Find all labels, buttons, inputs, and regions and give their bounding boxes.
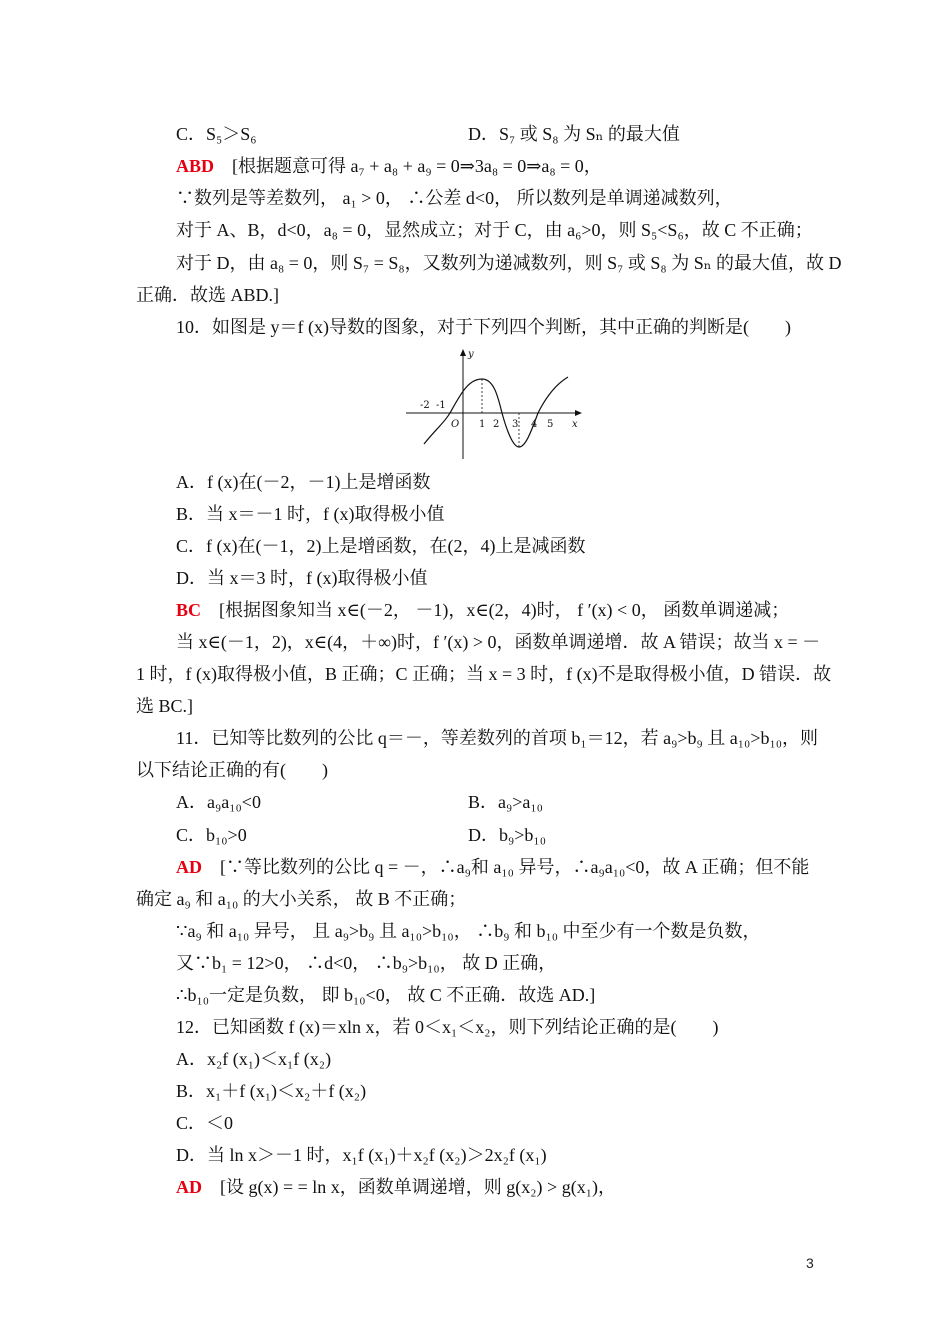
- text-line: [176, 918, 761, 944]
- line-text: C．S₅＞S₆: [176, 124, 257, 144]
- x-tick-label: 4: [531, 419, 538, 430]
- line-text: 12．已知函数 f (x)＝xln x，若 0＜x₁＜x₂，则下列结论正确的是( ): [176, 1017, 719, 1037]
- line-text: 当 x∈(－1，2)，x∈(4，＋∞)时，f ′(x) > 0，函数单调递增．故 A 错误；故当 x = －: [176, 632, 821, 652]
- answer-key: AD: [176, 857, 202, 877]
- text-line: [136, 693, 193, 719]
- line-text: D．当 x＝3 时，f (x)取得极小值: [176, 568, 428, 588]
- line-text: C．b₁₀>0: [176, 825, 247, 845]
- line-text: [根据题意可得 a₇ + a₈ + a₉ = 0⇒3a₈ = 0⇒a₈ = 0，: [214, 156, 602, 176]
- line-text: 选 BC.]: [136, 696, 194, 716]
- line-text: 1 时，f (x)取得极小值，B 正确；C 正确；当 x = 3 时，f (x)不是取得极小值，D 错误．故: [136, 664, 832, 684]
- line-text: B．当 x＝－1 时，f (x)取得极小值: [176, 504, 445, 524]
- line-text: 对于 A、B，d<0，a₈ = 0，显然成立；对于 C，由 a₆>0，则 S₅<S₆，故 C 不正确；: [176, 220, 813, 240]
- line-text: ∵a₉ 和 a₁₀ 异号， 且 a₉>b₉ 且 a₁₀>b₁₀， ∴b₉ 和 b₁₀ 中至少有一个数是负数，: [176, 921, 761, 941]
- x-tick-label: 1: [479, 419, 486, 430]
- text-line: [136, 282, 279, 308]
- option-right: D．b₉>b₁₀: [468, 825, 546, 845]
- derivative-graph: [402, 347, 588, 463]
- line-text: C．f (x)在(－1，2)上是增函数，在(2，4)上是减函数: [176, 536, 586, 556]
- text-line: [176, 854, 809, 880]
- text-line: [176, 822, 247, 848]
- option-right: B．a₉>a₁₀: [468, 792, 543, 812]
- line-text: A．x₂f (x₁)＜x₁f (x₂): [176, 1049, 332, 1069]
- answer-key: ABD: [176, 156, 215, 176]
- line-text: [根据图象知当 x∈(－2， －1)，x∈(2，4)时， f ′(x) < 0， 函数单调递减；: [201, 600, 790, 620]
- y-axis-label: y: [468, 349, 474, 360]
- line-text: D．当 ln x＞－1 时，x₁f (x₁)＋x₂f (x₂)＞2x₂f (x₁): [176, 1145, 547, 1165]
- text-line: [176, 533, 585, 559]
- text-line: [176, 565, 427, 591]
- derivative-curve: [424, 377, 568, 447]
- text-line: [176, 314, 791, 340]
- text-line: [176, 1110, 233, 1136]
- x-tick-label: 5: [547, 419, 554, 430]
- line-text: A．a₉a₁₀<0: [176, 792, 261, 812]
- x-tick-label: 2: [493, 419, 500, 430]
- option-right: D．S₇ 或 S₈ 为 Sₙ 的最大值: [468, 124, 680, 144]
- text-line: [176, 469, 430, 495]
- line-text: 11．已知等比数列的公比 q＝－，等差数列的首项 b₁＝12，若 a₉>b₉ 且 a₁₀>b₁₀，则: [176, 728, 819, 748]
- text-line: [176, 250, 842, 276]
- line-text: [设 g(x) = = ln x，函数单调递增，则 g(x₂) > g(x₁)，: [202, 1177, 616, 1197]
- line-text: 又∵b₁ = 12>0， ∴d<0， ∴b₉>b₁₀， 故 D 正确，: [176, 953, 557, 973]
- x-tick-label: -1: [436, 400, 446, 411]
- line-text: 确定 a₉ 和 a₁₀ 的大小关系， 故 B 不正确；: [136, 889, 467, 909]
- text-line: [176, 597, 789, 623]
- x-tick-label: 3: [512, 419, 519, 430]
- answer-key: AD: [176, 1177, 202, 1197]
- text-line: [136, 757, 328, 783]
- line-text: 10．如图是 y＝f (x)导数的图象，对于下列四个判断，其中正确的判断是( ): [176, 317, 791, 337]
- text-line: [176, 501, 445, 527]
- line-text: A．f (x)在(－2，－1)上是增函数: [176, 472, 431, 492]
- x-axis-label: x: [572, 419, 578, 430]
- line-text: ∵数列是等差数列， a₁ > 0， ∴公差 d<0， 所以数列是单调递减数列，: [176, 188, 733, 208]
- text-line: [176, 217, 813, 243]
- text-line: [176, 1142, 547, 1168]
- text-line: [176, 982, 595, 1008]
- line-text: 对于 D，由 a₈ = 0，则 S₇ = S₈，又数列为递减数列，则 S₇ 或 S₈ 为 Sₙ 的最大值，故 D: [176, 253, 842, 273]
- text-line: [176, 1078, 366, 1104]
- origin-label: O: [451, 419, 460, 430]
- line-text: ∴b₁₀一定是负数， 即 b₁₀<0， 故 C 不正确．故选 AD.]: [176, 985, 596, 1005]
- text-line: [136, 661, 831, 687]
- x-axis-arrow: [575, 410, 582, 416]
- text-line: [136, 886, 466, 912]
- text-line: [176, 153, 602, 179]
- text-line: [176, 1174, 616, 1200]
- page-number: 3: [806, 1255, 814, 1271]
- y-axis-arrow: [460, 349, 466, 356]
- line-text: 以下结论正确的有( ): [136, 760, 328, 780]
- text-line: [176, 121, 257, 147]
- text-line: [176, 789, 261, 815]
- line-text: [∵等比数列的公比 q = －，∴a₉和 a₁₀ 异号，∴a₉a₁₀<0，故 A 正确；但不能: [202, 857, 810, 877]
- x-tick-label: -2: [420, 400, 430, 411]
- text-line: [176, 950, 556, 976]
- line-text: 正确．故选 ABD.]: [136, 285, 279, 305]
- text-line: [176, 1046, 331, 1072]
- line-text: C．＜0: [176, 1113, 234, 1133]
- text-line: [176, 725, 818, 751]
- text-line: [176, 1014, 719, 1040]
- text-line: [176, 629, 820, 655]
- text-line: [176, 185, 733, 211]
- line-text: B．x₁＋f (x₁)＜x₂＋f (x₂): [176, 1081, 367, 1101]
- answer-key: BC: [176, 600, 202, 620]
